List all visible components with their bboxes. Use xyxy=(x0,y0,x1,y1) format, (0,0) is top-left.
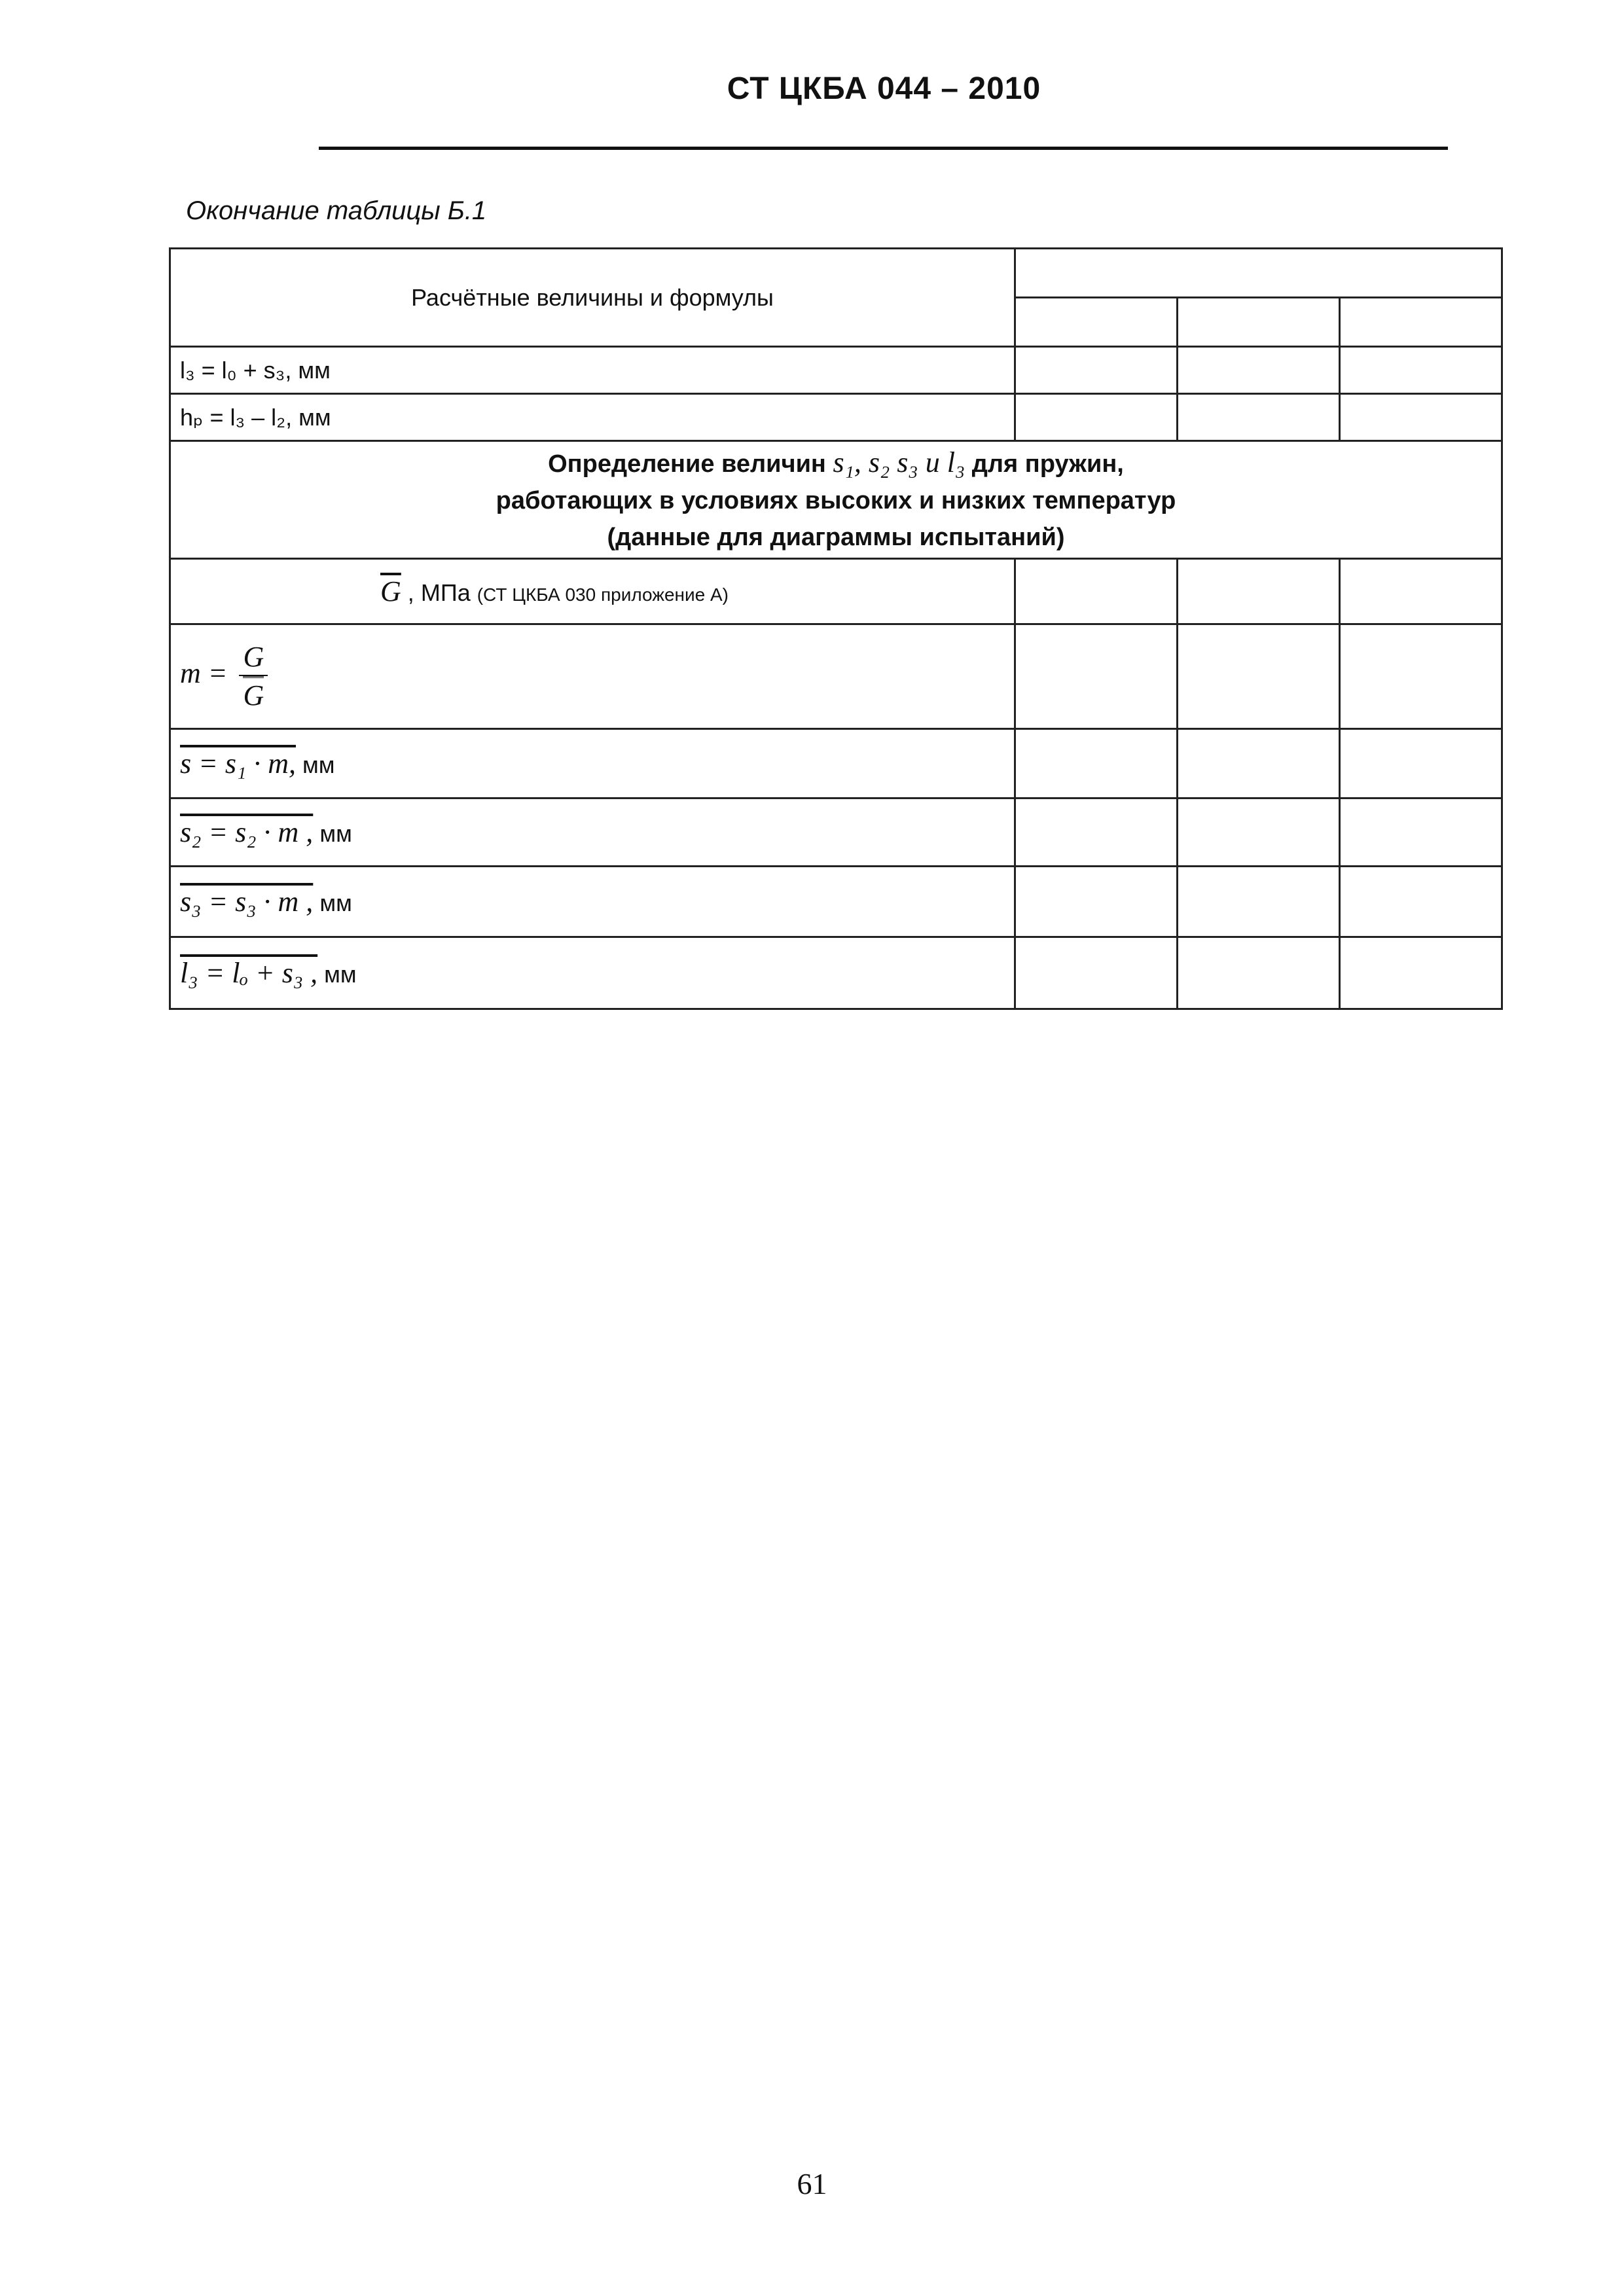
table-caption: Окончание таблицы Б.1 xyxy=(186,196,487,225)
table-row xyxy=(170,867,1502,937)
value-cell xyxy=(1340,729,1502,798)
formula-cell xyxy=(170,624,1015,729)
table-row xyxy=(170,394,1502,441)
table-row xyxy=(170,798,1502,867)
value-cell xyxy=(1015,624,1178,729)
g-reference-note: (СТ ЦКБА 030 приложение А) xyxy=(477,584,729,605)
header-rule xyxy=(319,147,1448,150)
formula-cell xyxy=(170,867,1015,937)
table-row xyxy=(170,559,1502,624)
formula-cell xyxy=(170,394,1015,441)
formula-s2: s₂ = s₂ · m , xyxy=(180,816,314,848)
section-line-1: Определение величин s₁, s₂ s₃ и l₃ для пружин, xyxy=(548,446,1124,478)
header-value-cell xyxy=(1340,298,1502,347)
value-cell xyxy=(1340,798,1502,867)
value-cell xyxy=(1178,394,1340,441)
formula-cell xyxy=(170,347,1015,394)
value-cell xyxy=(1015,798,1178,867)
value-cell xyxy=(1178,729,1340,798)
section-title-cell xyxy=(170,441,1502,559)
formula-s: s = s₁ · m, xyxy=(180,747,297,780)
section-header-row xyxy=(170,441,1502,559)
formula-s3: s₃ = s₃ · m , xyxy=(180,886,314,918)
value-cell xyxy=(1178,798,1340,867)
table-row xyxy=(170,624,1502,729)
value-cell xyxy=(1178,347,1340,394)
value-cell xyxy=(1340,394,1502,441)
value-cell xyxy=(1340,937,1502,1009)
unit-label: мм xyxy=(298,403,331,431)
section-line-3: (данные для диаграммы испытаний) xyxy=(607,523,1065,551)
table-row xyxy=(170,347,1502,394)
formula-l3: l₃ = l₀ + s₃, xyxy=(180,356,292,384)
header-value-cell xyxy=(1015,298,1178,347)
m-lhs: m = xyxy=(180,657,228,690)
m-fraction xyxy=(239,639,268,713)
value-cell xyxy=(1015,729,1178,798)
header-value-cell xyxy=(1178,298,1340,347)
table-row xyxy=(170,937,1502,1009)
m-numerator: G xyxy=(239,639,268,676)
value-cell xyxy=(1178,624,1340,729)
value-cell xyxy=(1015,394,1178,441)
document-code: СТ ЦКБА 044 – 2010 xyxy=(727,71,1041,106)
header-title: Расчётные величины и формулы xyxy=(411,283,774,311)
section-variables: s₁, s₂ s₃ и l₃ xyxy=(833,446,965,478)
formula-cell xyxy=(170,729,1015,798)
table-row xyxy=(170,729,1502,798)
value-cell xyxy=(1178,559,1340,624)
m-denominator: G xyxy=(243,676,264,713)
header-group-cell xyxy=(1015,249,1502,298)
unit-label: мм xyxy=(319,889,352,916)
value-cell xyxy=(1340,347,1502,394)
unit-label: мм xyxy=(302,751,335,778)
unit-label: МПа xyxy=(420,579,471,606)
value-cell xyxy=(1015,347,1178,394)
header-title-cell xyxy=(170,249,1015,347)
formula-hp: hₚ = l₃ – l₂, xyxy=(180,403,293,431)
value-cell xyxy=(1015,867,1178,937)
section-line-2: работающих в условиях высоких и низких температур xyxy=(496,486,1176,514)
g-symbol: $\overline{G}$ xyxy=(380,575,401,607)
formula-cell xyxy=(170,937,1015,1009)
value-cell xyxy=(1178,937,1340,1009)
page-number: 61 xyxy=(797,2167,827,2200)
value-cell xyxy=(1340,867,1502,937)
value-cell xyxy=(1340,559,1502,624)
formula-cell: $\overline{G}$ , МПа (СТ ЦКБА 030 приложение А) xyxy=(170,559,1015,624)
unit-label: мм xyxy=(319,820,352,847)
formula-l3-bar: l₃ = lₒ + s₃ , xyxy=(180,957,318,989)
unit-label: мм xyxy=(298,356,331,384)
value-cell xyxy=(1178,867,1340,937)
value-cell xyxy=(1340,624,1502,729)
formula-cell xyxy=(170,798,1015,867)
unit-label: мм xyxy=(324,961,357,988)
value-cell xyxy=(1015,559,1178,624)
value-cell xyxy=(1015,937,1178,1009)
calculation-table xyxy=(169,247,1503,1010)
